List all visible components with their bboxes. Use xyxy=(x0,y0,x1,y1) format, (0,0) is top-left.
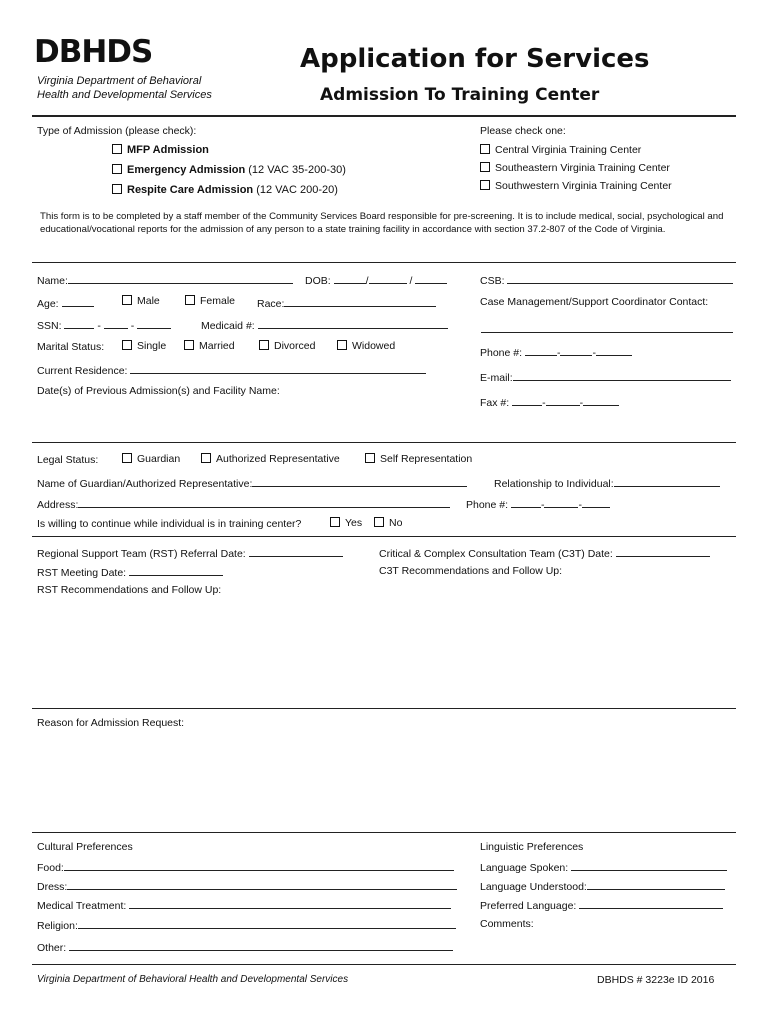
name-field[interactable] xyxy=(37,273,293,287)
southwestern-virginia-label: Southwestern Virginia Training Center xyxy=(495,180,672,192)
age-label: Age: xyxy=(37,298,59,310)
header-divider xyxy=(32,115,736,117)
fax-label: Fax #: xyxy=(480,397,510,409)
central-virginia-label: Central Virginia Training Center xyxy=(495,144,642,156)
case-management-label: Case Management/Support Coordinator Contact: xyxy=(480,296,709,308)
case-management-line[interactable] xyxy=(481,322,733,333)
footer-form-id: DBHDS # 3223e ID 2016 xyxy=(597,974,715,986)
medicaid-field[interactable] xyxy=(201,318,448,332)
married-option[interactable] xyxy=(184,340,235,352)
guardian-phone-label: Phone #: xyxy=(466,499,509,511)
respite-admission-label: Respite Care Admission xyxy=(127,184,254,196)
divorced-option[interactable] xyxy=(259,340,315,352)
email-label: E-mail: xyxy=(480,372,513,384)
comments-label: Comments: xyxy=(480,918,534,930)
food-label: Food: xyxy=(37,862,64,874)
rst-referral-date-label: Regional Support Team (RST) Referral Date: xyxy=(37,548,246,560)
other-field[interactable] xyxy=(37,940,453,954)
widowed-option[interactable] xyxy=(337,340,395,352)
dob-label: DOB: xyxy=(305,275,331,287)
single-label: Single xyxy=(137,340,167,352)
relationship-field[interactable] xyxy=(494,476,720,490)
male-checkbox[interactable] xyxy=(122,295,132,305)
female-option[interactable] xyxy=(185,295,235,307)
willing-no-option[interactable] xyxy=(374,517,402,529)
southeastern-virginia-option[interactable] xyxy=(480,162,670,174)
central-virginia-option[interactable] xyxy=(480,144,641,156)
married-checkbox[interactable] xyxy=(184,340,194,350)
race-field[interactable] xyxy=(257,296,436,310)
authorized-rep-checkbox[interactable] xyxy=(201,453,211,463)
single-checkbox[interactable] xyxy=(122,340,132,350)
center-heading: Please check one: xyxy=(480,125,566,137)
widowed-checkbox[interactable] xyxy=(337,340,347,350)
southeastern-virginia-checkbox[interactable] xyxy=(480,162,490,172)
willing-no-label: No xyxy=(389,517,403,529)
willing-yes-label: Yes xyxy=(345,517,363,529)
linguistic-heading: Linguistic Preferences xyxy=(480,841,584,853)
single-option[interactable] xyxy=(122,340,166,352)
guardian-phone-field[interactable]: Phone #: - - xyxy=(466,497,610,511)
mfp-admission-checkbox[interactable] xyxy=(112,144,122,154)
other-label: Other: xyxy=(37,942,67,954)
intro-paragraph: This form is to be completed by a staff member of the Community Services Board responsible for pre-screening. It is to include medical, social, psychological and educational/vocational reports for the admission of any person to a state training facility in accordance with section 37.2-807 of the Code of Virginia. xyxy=(40,211,724,235)
name-label: Name: xyxy=(37,275,68,287)
widowed-label: Widowed xyxy=(352,340,396,352)
ssn-field[interactable]: SSN: - - xyxy=(37,318,171,332)
respite-admission-option[interactable] xyxy=(112,184,338,196)
guardian-address-field[interactable] xyxy=(37,497,450,511)
male-label: Male xyxy=(137,295,160,307)
phone-field[interactable]: Phone #: - - xyxy=(480,345,632,359)
divorced-label: Divorced xyxy=(274,340,316,352)
dob-field[interactable]: DOB: / / xyxy=(305,273,447,287)
mfp-admission-option[interactable] xyxy=(112,144,209,156)
female-checkbox[interactable] xyxy=(185,295,195,305)
page-title: Application for Services xyxy=(300,44,650,74)
footer-divider xyxy=(32,964,736,965)
guardian-name-field[interactable] xyxy=(37,476,467,490)
female-label: Female xyxy=(200,295,236,307)
csb-label: CSB: xyxy=(480,275,505,287)
food-field[interactable] xyxy=(37,860,454,874)
c3t-date-label: Critical & Complex Consultation Team (C3T) Date: xyxy=(379,548,613,560)
self-rep-label: Self Representation xyxy=(380,453,473,465)
guardian-label: Guardian xyxy=(137,453,181,465)
rst-recommendations-label: RST Recommendations and Follow Up: xyxy=(37,584,222,596)
authorized-rep-option[interactable] xyxy=(201,453,340,465)
married-label: Married xyxy=(199,340,235,352)
willing-no-checkbox[interactable] xyxy=(374,517,384,527)
c3t-date-field[interactable] xyxy=(379,546,710,560)
willing-yes-option[interactable] xyxy=(330,517,362,529)
admission-type-heading: Type of Admission (please check): xyxy=(37,125,197,137)
footer-agency: Virginia Department of Behavioral Health and Developmental Services xyxy=(37,974,349,985)
previous-admissions-label: Date(s) of Previous Admission(s) and Facility Name: xyxy=(37,385,280,397)
guardian-checkbox[interactable] xyxy=(122,453,132,463)
mfp-admission-label: MFP Admission xyxy=(127,144,209,156)
race-label: Race: xyxy=(257,298,285,310)
dress-label: Dress: xyxy=(37,881,68,893)
respite-admission-checkbox[interactable] xyxy=(112,184,122,194)
emergency-admission-ref: (12 VAC 35-200-30) xyxy=(248,164,346,176)
cultural-heading: Cultural Preferences xyxy=(37,841,133,853)
preferred-language-field[interactable] xyxy=(480,898,723,912)
csb-field[interactable] xyxy=(480,273,733,287)
dress-field[interactable] xyxy=(37,879,457,893)
relationship-label: Relationship to Individual: xyxy=(494,478,614,490)
phone-label: Phone #: xyxy=(480,347,523,359)
dbhds-logo: DBHDS xyxy=(34,34,153,70)
authorized-rep-label: Authorized Representative xyxy=(216,453,340,465)
residence-field[interactable] xyxy=(37,363,426,377)
c3t-recommendations-label: C3T Recommendations and Follow Up: xyxy=(379,565,563,577)
language-spoken-field[interactable] xyxy=(480,860,727,874)
reason-label: Reason for Admission Request: xyxy=(37,717,185,729)
language-understood-field[interactable] xyxy=(480,879,725,893)
medical-treatment-field[interactable] xyxy=(37,898,451,912)
age-field[interactable] xyxy=(37,296,94,310)
agency-name-line1: Virginia Department of Behavioral xyxy=(37,75,202,87)
fax-field[interactable]: Fax #: - - xyxy=(480,395,619,409)
language-spoken-label: Language Spoken: xyxy=(480,862,569,874)
language-understood-label: Language Understood: xyxy=(480,881,587,893)
intro-divider xyxy=(32,262,736,263)
emergency-admission-option[interactable] xyxy=(112,164,346,176)
ssn-label: SSN: xyxy=(37,320,62,332)
medicaid-label: Medicaid #: xyxy=(201,320,255,332)
self-rep-option[interactable] xyxy=(365,453,472,465)
guardian-name-label: Name of Guardian/Authorized Representative: xyxy=(37,478,253,490)
agency-name-line2: Health and Developmental Services xyxy=(37,89,212,101)
page-subtitle: Admission To Training Center xyxy=(320,85,600,105)
email-field[interactable] xyxy=(480,370,731,384)
guardian-address-label: Address: xyxy=(37,499,79,511)
willing-yes-checkbox[interactable] xyxy=(330,517,340,527)
legal-divider xyxy=(32,536,736,537)
medical-treatment-label: Medical Treatment: xyxy=(37,900,127,912)
southwestern-virginia-checkbox[interactable] xyxy=(480,180,490,190)
marital-status-label: Marital Status: xyxy=(37,341,105,353)
emergency-admission-label: Emergency Admission xyxy=(127,164,246,176)
male-option[interactable] xyxy=(122,295,160,307)
religion-label: Religion: xyxy=(37,920,78,932)
self-rep-checkbox[interactable] xyxy=(365,453,375,463)
rst-meeting-date-field[interactable] xyxy=(37,565,223,579)
southeastern-virginia-label: Southeastern Virginia Training Center xyxy=(495,162,670,174)
rst-referral-date-field[interactable] xyxy=(37,546,343,560)
willing-question: Is willing to continue while individual is in training center? xyxy=(37,518,302,530)
person-divider xyxy=(32,442,736,443)
residence-label: Current Residence: xyxy=(37,365,128,377)
preferred-language-label: Preferred Language: xyxy=(480,900,577,912)
reason-divider xyxy=(32,832,736,833)
respite-admission-ref: (12 VAC 200-20) xyxy=(256,184,338,196)
southwestern-virginia-option[interactable] xyxy=(480,180,672,192)
legal-status-label: Legal Status: xyxy=(37,454,99,466)
divorced-checkbox[interactable] xyxy=(259,340,269,350)
rst-meeting-date-label: RST Meeting Date: xyxy=(37,567,127,579)
emergency-admission-checkbox[interactable] xyxy=(112,164,122,174)
central-virginia-checkbox[interactable] xyxy=(480,144,490,154)
religion-field[interactable] xyxy=(37,918,456,932)
teams-divider xyxy=(32,708,736,709)
guardian-option[interactable] xyxy=(122,453,180,465)
